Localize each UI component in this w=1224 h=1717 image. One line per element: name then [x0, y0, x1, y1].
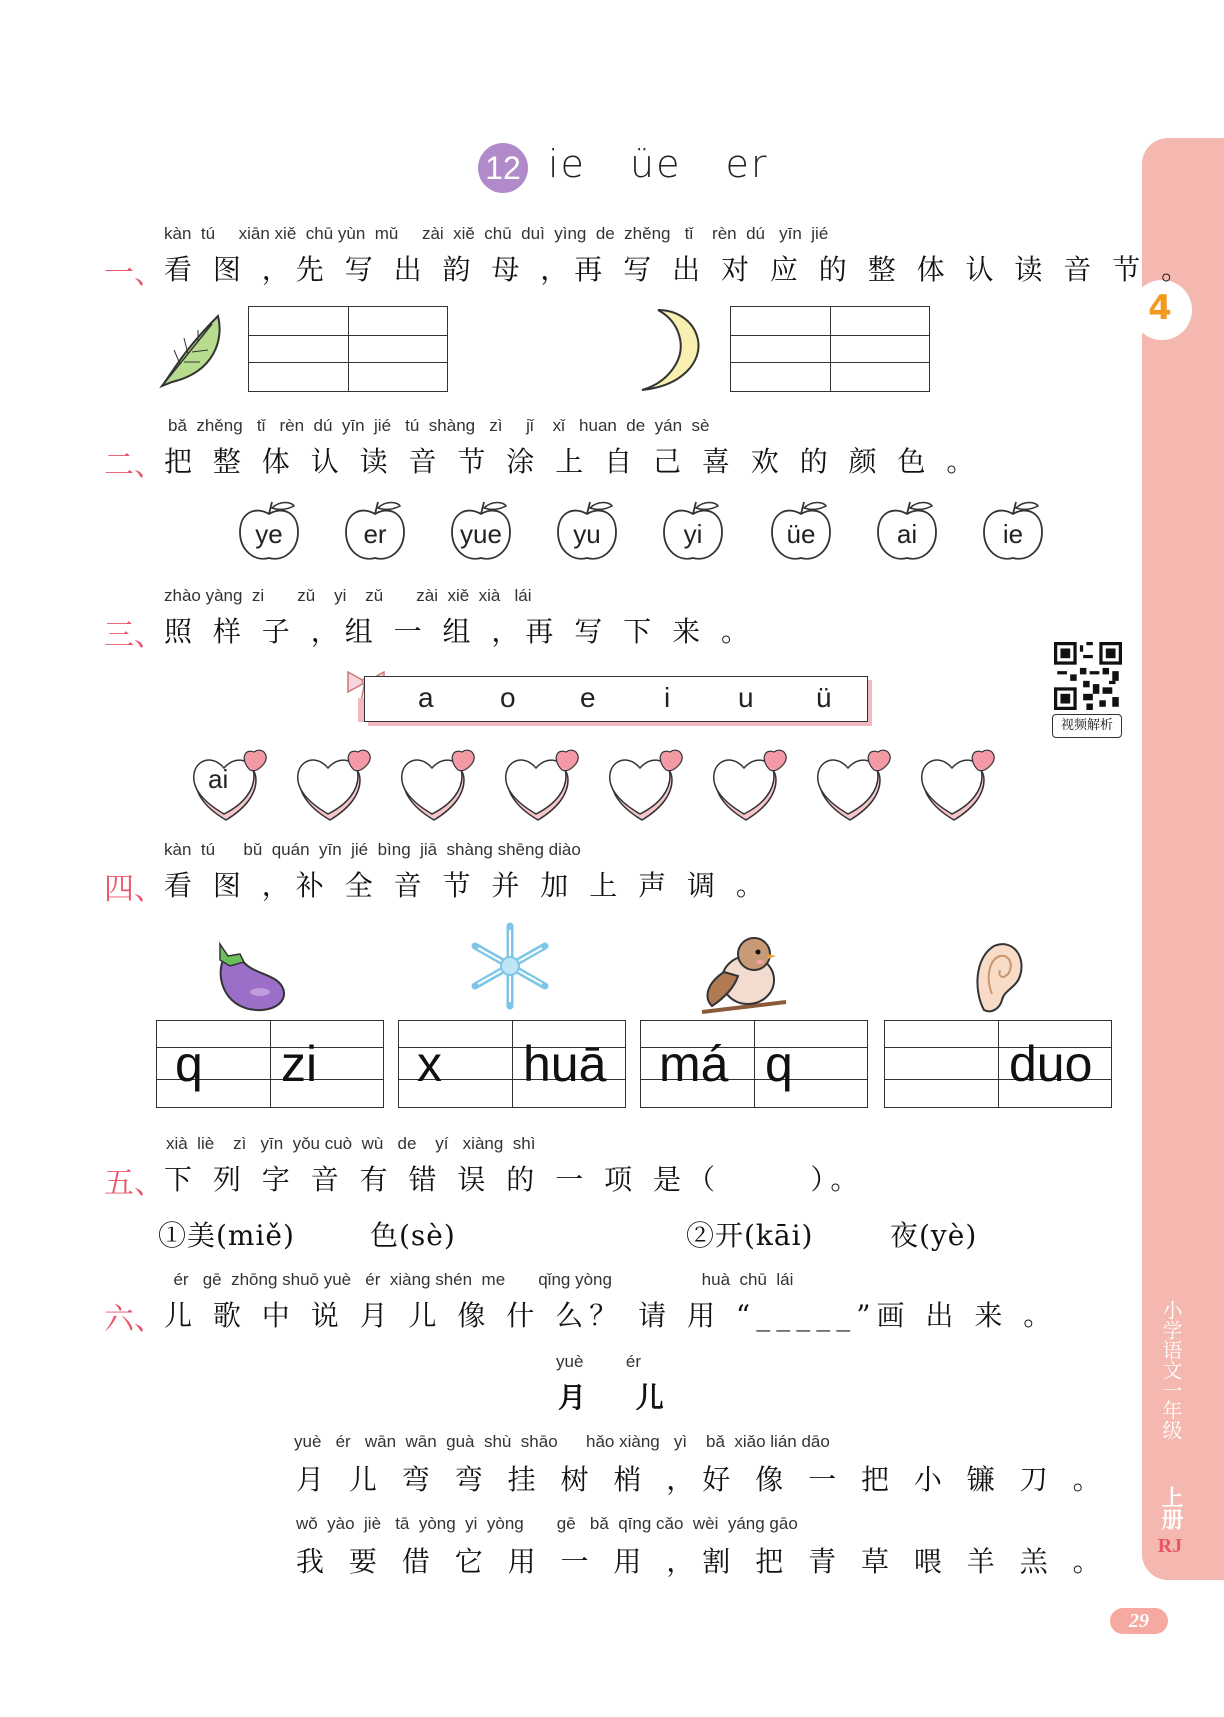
- q6-number: 六、: [104, 1302, 164, 1337]
- apple-6[interactable]: [768, 500, 834, 560]
- syllable-box-3[interactable]: [640, 1020, 868, 1108]
- q5-text: 下 列 字 音 有 错 误 的 一 项 是（ ）。: [164, 1163, 865, 1196]
- vowel-letter: u: [738, 682, 754, 713]
- syllable-box-4[interactable]: [884, 1020, 1112, 1108]
- q4-pinyin: kàn tú bǔ quán yīn jié bìng jiā shàng shēng diào: [164, 840, 581, 859]
- q1-number: 一、: [104, 256, 164, 291]
- poem-title-pinyin: yuè ér: [556, 1352, 642, 1371]
- q5-option-1a[interactable]: ①美(miě): [158, 1219, 295, 1252]
- eggplant-icon: [210, 938, 292, 1018]
- apple-5[interactable]: [660, 500, 726, 560]
- poem-title: 月 儿: [558, 1381, 684, 1414]
- syllable-final: huā: [523, 1036, 607, 1092]
- heart-7[interactable]: [816, 748, 898, 824]
- apple-label: ai: [896, 519, 918, 549]
- sparrow-icon: [694, 932, 790, 1018]
- syllable-box-2[interactable]: [398, 1020, 626, 1108]
- vowel-letter: a: [418, 682, 434, 713]
- heart-icon: [816, 748, 898, 824]
- heart-5[interactable]: [608, 748, 690, 824]
- heart-icon: [296, 748, 378, 824]
- vowel-letter: e: [580, 682, 596, 713]
- heart-2[interactable]: [296, 748, 378, 824]
- heart-icon: [504, 748, 586, 824]
- heart-label: ai: [208, 764, 229, 794]
- poem-line1: 月 儿 弯 弯 挂 树 梢 ，好 像 一 把 小 镰 刀 。: [296, 1463, 1109, 1496]
- syllable-initial: x: [417, 1036, 442, 1092]
- q3-pinyin: zhào yàng zi zǔ yi zǔ zài xiě xià lái: [164, 586, 532, 605]
- apple-label: üe: [786, 519, 816, 549]
- apple-2[interactable]: [342, 500, 408, 560]
- q3-text: 照 样 子 ，组 一 组 ，再 写 下 来 。: [164, 615, 756, 648]
- heart-6[interactable]: [712, 748, 794, 824]
- heart-4[interactable]: [504, 748, 586, 824]
- poem-line2: 我 要 借 它 用 一 用 ，割 把 青 草 喂 羊 羔 。: [296, 1545, 1109, 1578]
- apple-label: ie: [1002, 519, 1024, 549]
- poem-line1-pinyin: yuè ér wān wān guà shù shāo hǎo xiàng yì bǎ xiǎo lián dāo: [294, 1432, 830, 1451]
- heart-icon: [712, 748, 794, 824]
- syllable-box-1[interactable]: [156, 1020, 384, 1108]
- apple-4[interactable]: [554, 500, 620, 560]
- leaf-icon: [154, 310, 226, 392]
- q5-number: 五、: [104, 1166, 164, 1201]
- q5-pinyin: xià liè zì yīn yǒu cuò wù de yí xiàng shì: [166, 1134, 536, 1153]
- q4-number: 四、: [104, 872, 164, 907]
- qr-label: 视频解析: [1052, 714, 1122, 738]
- apple-3[interactable]: [448, 500, 514, 560]
- qr-code-icon[interactable]: [1054, 642, 1122, 710]
- moon-icon: [636, 306, 702, 394]
- heart-icon: [192, 748, 274, 824]
- apple-label: er: [363, 519, 387, 549]
- snowflake-icon: [464, 920, 556, 1012]
- q1-pinyin: kàn tú xiān xiě chū yùn mǔ zài xiě chū duì yìng de zhěng tǐ rèn dú yīn jié: [164, 224, 829, 243]
- heart-icon: [920, 748, 1002, 824]
- q4-text: 看 图 ，补 全 音 节 并 加 上 声 调 。: [164, 869, 770, 902]
- apple-label: yue: [460, 519, 502, 549]
- apple-label: ye: [255, 519, 283, 549]
- heart-8[interactable]: [920, 748, 1002, 824]
- vowel-ribbon: [364, 676, 868, 722]
- ear-icon: [970, 940, 1026, 1014]
- vowel-letter: i: [664, 682, 671, 713]
- heart-3[interactable]: [400, 748, 482, 824]
- apple-label: yu: [573, 519, 601, 549]
- q3-number: 三、: [104, 618, 164, 653]
- syllable-final: duo: [1009, 1036, 1093, 1092]
- q5-option-1b[interactable]: 色(sè): [370, 1219, 456, 1252]
- side-edition: RJ: [1157, 1535, 1183, 1557]
- side-subject: 小学语文一年级: [1159, 1300, 1183, 1440]
- q6-text: 儿 歌 中 说 月 儿 像 什 么？ 请 用 “_____”画 出 来 。: [164, 1299, 1058, 1332]
- q5-option-2b[interactable]: 夜(yè): [890, 1219, 978, 1252]
- heart-1[interactable]: [192, 748, 274, 824]
- q2-pinyin: bǎ zhěng tǐ rèn dú yīn jié tú shàng zì jǐ xǐ huan de yán sè: [168, 416, 710, 435]
- unit-number: 4: [1148, 288, 1172, 328]
- apple-8[interactable]: [980, 500, 1046, 560]
- vowel-letter: ü: [816, 682, 832, 713]
- syllable-initial: má: [659, 1036, 729, 1092]
- page-number: 29: [1110, 1608, 1168, 1634]
- apple-1[interactable]: [236, 500, 302, 560]
- apple-label: yi: [683, 519, 703, 549]
- side-volume: 上册: [1158, 1486, 1184, 1530]
- q5-option-2a[interactable]: ②开(kāi): [686, 1219, 814, 1252]
- apple-7[interactable]: [874, 500, 940, 560]
- syllable-final: zi: [281, 1036, 318, 1092]
- vowel-letter: o: [500, 682, 516, 713]
- q2-text: 把 整 体 认 读 音 节 涂 上 自 己 喜 欢 的 颜 色 。: [164, 445, 981, 478]
- syllable-initial: q: [175, 1036, 203, 1092]
- lesson-title: ie üe er: [548, 142, 769, 186]
- poem-line2-pinyin: wǒ yào jiè tā yòng yi yòng gē bǎ qīng cǎo wèi yáng gāo: [296, 1514, 798, 1533]
- syllable-final: q: [765, 1036, 793, 1092]
- q2-number: 二、: [104, 448, 164, 483]
- lesson-number: 12: [478, 143, 528, 193]
- q1-write-grid-1[interactable]: [248, 306, 448, 392]
- heart-icon: [400, 748, 482, 824]
- q1-write-grid-2[interactable]: [730, 306, 930, 392]
- heart-icon: [608, 748, 690, 824]
- q6-pinyin: ér gē zhōng shuō yuè ér xiàng shén me qǐng yòng huà chū lái: [164, 1270, 794, 1289]
- q1-text: 看 图 ，先 写 出 韵 母 ，再 写 出 对 应 的 整 体 认 读 音 节 。: [164, 253, 1196, 286]
